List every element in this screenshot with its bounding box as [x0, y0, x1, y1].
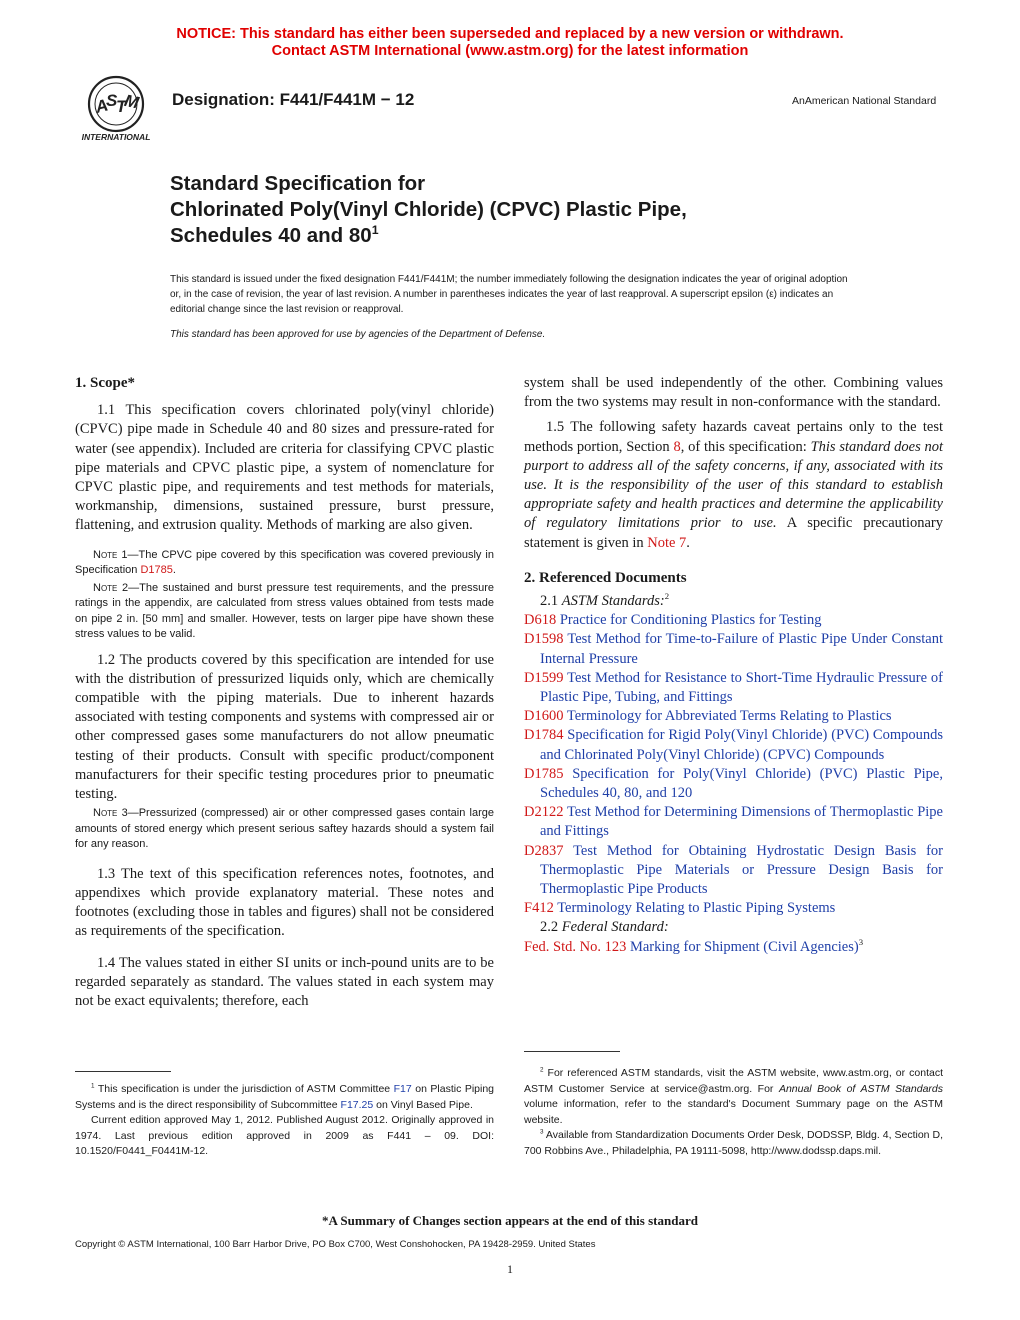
astm-logo-icon — [70, 74, 162, 144]
note-3: Note 3—Pressurized (compressed) air or other compressed gases contain large amounts of stored energy which present serious saftey hazards should a system fail for any reason. — [75, 807, 494, 851]
para-1-1: 1.1 This specification covers chlorinated poly(vinyl chloride) (CPVC) pipe made in Schedule 40 and 80 sizes and pressure-rated for water (see appendix). Included are criteria for classifying CPVC plastic pipe materials and CPVC plastic pipe, a system of nomenclature for CPVC plastic pipe, and requirements and test methods for materials, workmanship, dimensions, sustained pressure, burst pressure, flattening, and extrusion quality. Methods of marking are also given. — [75, 402, 494, 534]
designation: Designation: F441/F441M − 12 — [172, 90, 415, 109]
reference-item[interactable]: D1599 Test Method for Resistance to Short-Time Hydraulic Pressure of Plastic Pipe, Tubing, and Fittings — [524, 669, 943, 706]
reference-item[interactable]: F412 Terminology Relating to Plastic Piping Systems — [524, 900, 836, 917]
footnotes-left — [75, 1082, 494, 1160]
para-1-4: 1.4 The values stated in either SI units or inch-pound units are to be regarded separately as standard. The values stated in each system may not be exact equivalents; therefore, each — [75, 954, 494, 1009]
reference-item[interactable]: D2122 Test Method for Determining Dimensions of Thermoplastic Pipe and Fittings — [524, 804, 943, 840]
dod-approval: This standard has been approved for use by agencies of the Department of Defense. — [170, 329, 546, 340]
link-f17-25[interactable]: F17.25 — [340, 1098, 374, 1111]
copyright: Copyright © ASTM International, 100 Barr Harbor Drive, PO Box C700, West Conshohocken, PA 19428-2959. United States — [75, 1239, 596, 1250]
link-section-8[interactable]: 8 — [673, 438, 681, 455]
astm-logo — [70, 74, 162, 144]
notice-line-2: Contact ASTM International (www.astm.org) for the latest information — [271, 43, 749, 59]
page-number: 1 — [507, 1262, 513, 1276]
document-title — [170, 171, 870, 249]
footnote-1: $^1$ This specification is under the jurisdiction of ASTM Committee F17 on Plastic Piping Systems and is the direct responsibility of Subcommittee F17.25 on Vinyl Based Pipe. — [75, 1082, 495, 1111]
note-2: Note 2—The sustained and burst pressure test requirements, and the pressure ratings in the appendix, are calculated from stress values obtained from tests made on pipe 2 in. [50 mm] and smaller. However, tests on larger pipe have shown these stress values to be valid. — [75, 581, 494, 641]
reference-item[interactable]: D1600 Terminology for Abbreviated Terms Relating to Plastics — [524, 708, 892, 725]
link-d1785[interactable]: D1785 — [140, 564, 173, 577]
left-column — [75, 374, 494, 1011]
para-1-4-continued: system shall be used independently of the other. Combining values from the two systems may result in non-conformance with the standard. — [524, 375, 943, 411]
link-note-7[interactable]: Note 7 — [647, 534, 687, 551]
reference-item[interactable]: D1598 Test Method for Time-to-Failure of Plastic Pipe Under Constant Internal Pressure — [524, 631, 943, 667]
federal-reference-item[interactable]: Fed. Std. No. 123 Marking for Shipment (Civil Agencies)$^3$ — [524, 936, 864, 955]
reference-item[interactable]: D1784 Specification for Rigid Poly(Vinyl Chloride) (PVC) Compounds and Chlorinated Poly(Vinyl Chloride) (CPVC) Compounds — [524, 727, 943, 763]
link-f17[interactable]: F17 — [393, 1083, 412, 1095]
para-1-5: 1.5 The following safety hazards caveat pertains only to the test methods portion, Section 8, of this specification: This standard does not purport to address all of the safety concerns, if any, associated with its use. It is the responsibility of the user of this standard to establish appropriate safety and health practices and determine the applicability of regulatory limitations prior to use. A specific precautionary statement is given in Note 7. — [524, 419, 944, 551]
astm-standards-label: 2.1 ASTM Standards:$^2$ — [540, 591, 670, 610]
refdocs-heading: 2. Referenced Documents — [524, 569, 687, 586]
footnotes-right — [524, 1066, 943, 1159]
svg-text:A: A — [93, 95, 110, 117]
reference-list — [524, 611, 943, 918]
notice-line-1: NOTICE: This standard has either been superseded and replaced by a new version or withdrawn. — [176, 26, 844, 42]
title-line-1: Standard Specification for — [170, 172, 426, 195]
american-national-standard: AnAmerican National Standard — [792, 95, 937, 107]
issued-statement: This standard is issued under the fixed designation F441/F441M; the number immediately following the designation indicates the year of original adoption or, in the case of revision, the year of last revision. A number in parentheses indicates the year of last reapproval. A superscript epsilon (ε) indicates an editorial change since the last revision or reapproval. — [170, 274, 848, 315]
footnote-2: $^2$ For referenced ASTM standards, visit the ASTM website, www.astm.org, or contact ASTM Customer Service at service@astm.org. For Annual Book of ASTM Standards volume information, refer to the standard's Document Summary page on the ASTM website. — [524, 1066, 943, 1126]
svg-text:M: M — [122, 91, 141, 113]
svg-text:S: S — [106, 91, 118, 110]
footnote-rule-left — [75, 1071, 171, 1072]
note-1: Note 1—The CPVC pipe covered by this specification was covered previously in Specification D1785. — [75, 548, 494, 577]
logo-international-text: INTERNATIONAL — [81, 132, 151, 142]
svg-text:T: T — [116, 97, 127, 116]
reference-item[interactable]: D1785 Specification for Poly(Vinyl Chloride) (PVC) Plastic Pipe, Schedules 40, 80, and 120 — [524, 765, 943, 802]
para-1-3: 1.3 The text of this specification references notes, footnotes, and appendixes which provide explanatory material. These notes and footnotes (excluding those in tables and figures) shall not be considered as requirements of the specification. — [75, 865, 494, 940]
footnote-rule-right — [524, 1051, 620, 1052]
title-line-2: Chlorinated Poly(Vinyl Chloride) (CPVC) Plastic Pipe, — [170, 198, 687, 221]
reference-item[interactable]: D618 Practice for Conditioning Plastics for Testing — [524, 612, 822, 629]
para-1-2: 1.2 The products covered by this specification are intended for use with the distribution of pressurized liquids only, which are chemically compatible with the piping materials. Due to inherent hazards associated with testing components and systems with compressed air or other compressed gases some manufacturers do not allow pneumatic testing of their products. Consult with specific product/component manufacturers for their specific testing procedures prior to pneumatic testing. — [75, 651, 494, 803]
footnote-1-edition: Current edition approved May 1, 2012. Published August 2012. Originally approved in 1974. Last previous edition approved in 2009 as F441 – 09. DOI: 10.1520/F0441_F0441M-12. — [75, 1114, 494, 1157]
federal-standard-label: 2.2 Federal Standard: — [540, 919, 669, 936]
reference-item[interactable]: D2837 Test Method for Obtaining Hydrostatic Design Basis for Thermoplastic Pipe Materials or Pressure Design Basis for Thermoplastic Pipe Products — [524, 842, 943, 898]
footnote-3: $^3$ Available from Standardization Documents Order Desk, DODSSP, Bldg. 4, Section D, 700 Robbins Ave., Philadelphia, PA 19111-5098, http://www.dodssp.daps.mil. — [524, 1128, 943, 1157]
title-line-3: Schedules 40 and $80^1$ — [170, 223, 379, 247]
right-column — [524, 374, 943, 957]
scope-heading: 1. Scope* — [75, 375, 135, 391]
summary-of-changes-note: *A Summary of Changes section appears at the end of this standard — [322, 1213, 698, 1228]
title-footnote-mark: 1 — [371, 223, 379, 238]
